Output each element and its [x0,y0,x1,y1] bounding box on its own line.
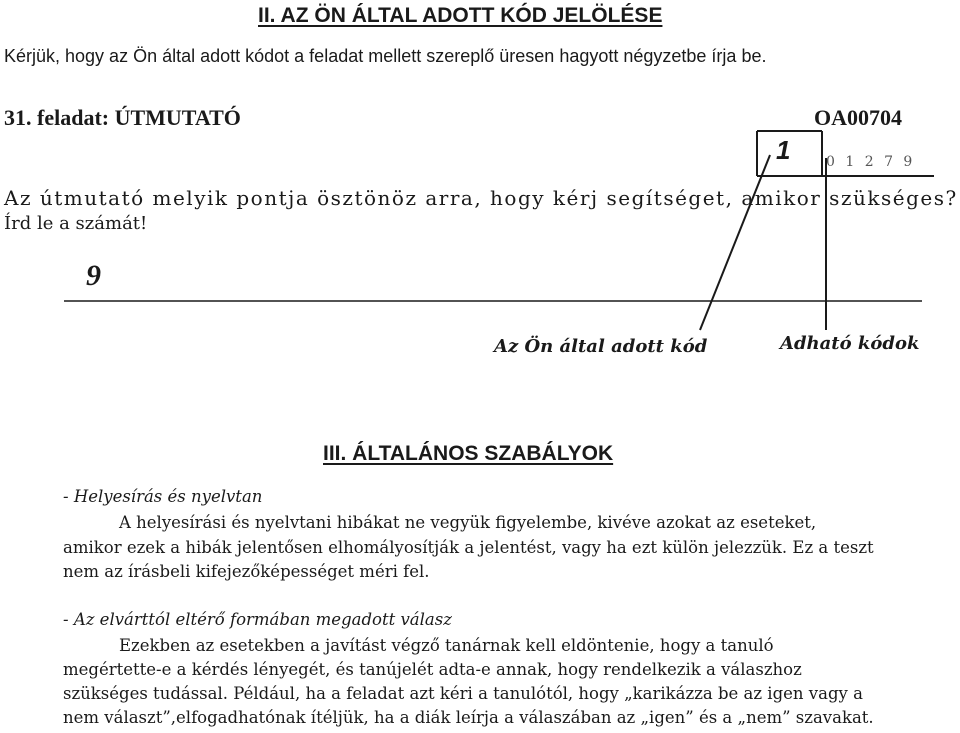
section-title-rules: III. ÁLTALÁNOS SZABÁLYOK [323,442,614,465]
rule-heading-format: - Az elvárttól eltérő formában megadott válasz [63,610,452,629]
student-answer: 9 [86,259,101,292]
caption-given-code: Az Ön által adott kód [494,336,708,357]
task-code-id: OA00704 [814,105,902,130]
rule-format-line: szükséges tudással. Például, ha a feladat azt kéri a tanulótól, hogy „karikázza be az igen vagy a [63,684,863,703]
rule-spelling-line: A helyesírási és nyelvtani hibákat ne vegyük figyelembe, kivéve azokat az eseteket, [119,513,817,532]
section-intro: Kérjük, hogy az Ön által adott kódot a feladat mellett szereplő üresen hagyott négyzetbe írja be. [4,46,767,66]
allowed-codes: 0 1 2 7 9 [826,154,916,170]
rule-heading-spelling: - Helyesírás és nyelvtan [63,487,263,506]
rule-format-line: Ezekben az esetekben a javítást végző tanárnak kell eldöntenie, hogy a tanuló [119,636,774,655]
rule-spelling-line: nem az írásbeli kifejezőképességet méri fel. [63,562,430,581]
caption-allowed-codes: Adható kódok [780,333,920,354]
rule-spelling-line: amikor ezek a hibák jelentősen elhomályosítják a jelentést, vagy ha ezt külön jelezzük. Ez a teszt [63,538,874,557]
question-text: Az útmutató melyik pontja ösztönöz arra, hogy kérj segítséget, amikor szükséges? [4,186,958,210]
rule-format-line: nem választ”,elfogadhatónak ítéljük, ha a diák leírja a válaszában az „igen” és a „nem” szavakat. [63,708,874,727]
given-code-pointer [700,155,770,330]
instruction-text: Írd le a számát! [4,213,148,234]
rule-format-line: megértette-e a kérdés lényegét, és tanújelét adta-e annak, hogy rendelkezik a válaszhoz [63,660,802,679]
given-code-value: 1 [776,135,791,165]
section-title-code: II. AZ ÖN ÁLTAL ADOTT KÓD JELÖLÉSE [258,4,663,27]
task-label: 31. feladat: ÚTMUTATÓ [4,105,241,130]
